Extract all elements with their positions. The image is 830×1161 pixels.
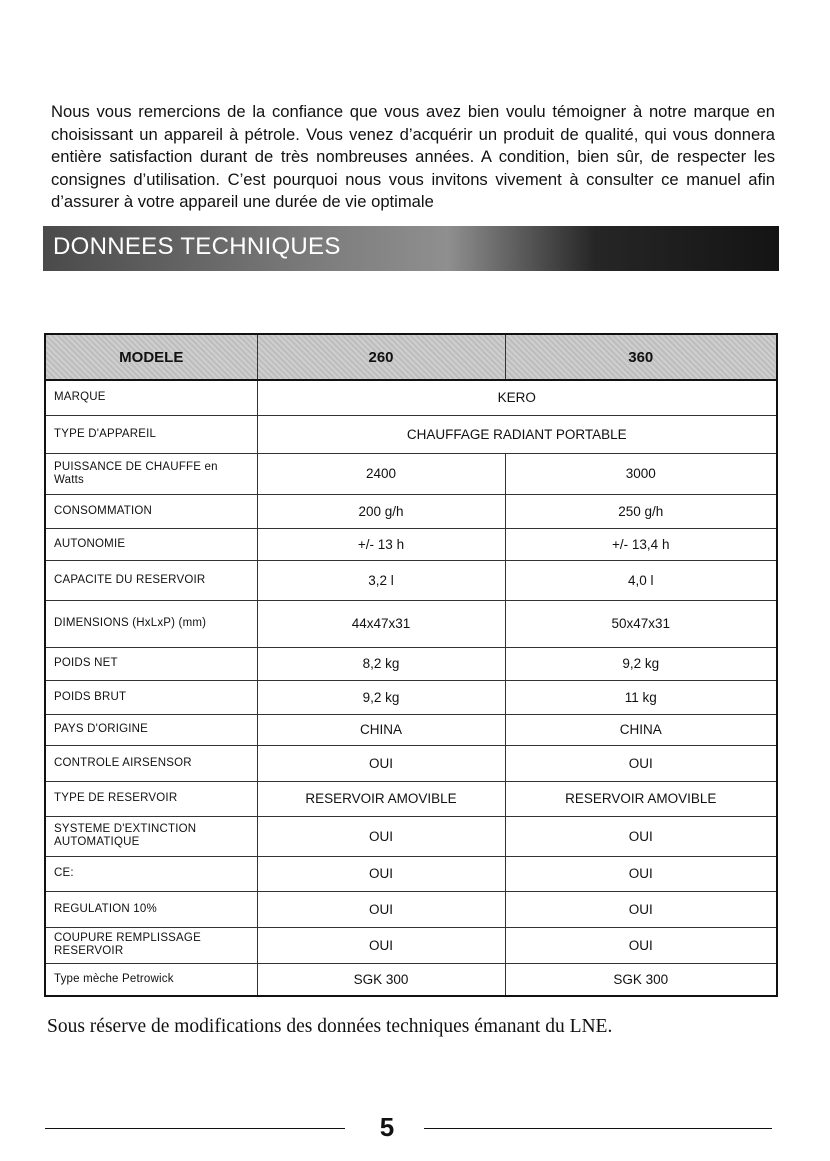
page-number: 5	[379, 1112, 395, 1142]
row-label: SYSTEME D'EXTINCTION AUTOMATIQUE	[45, 816, 257, 856]
table-row	[45, 494, 777, 528]
row-label: DIMENSIONS (HxLxP) (mm)	[45, 600, 257, 647]
row-value-260: +/- 13 h	[257, 528, 505, 560]
row-value-360: OUI	[505, 745, 777, 781]
row-label: MARQUE	[45, 380, 257, 415]
table-header-row	[45, 334, 777, 380]
row-value-260: 9,2 kg	[257, 680, 505, 714]
row-value-360: 11 kg	[505, 680, 777, 714]
header-model: MODELE	[45, 334, 257, 380]
row-label: CONTROLE AIRSENSOR	[45, 745, 257, 781]
table-row	[45, 745, 777, 781]
specs-table	[44, 333, 778, 997]
row-value-260: 200 g/h	[257, 494, 505, 528]
table-row	[45, 600, 777, 647]
row-value-260: 3,2 l	[257, 560, 505, 600]
header-model-360: 360	[505, 334, 777, 380]
row-value-360: +/- 13,4 h	[505, 528, 777, 560]
row-label: CE:	[45, 856, 257, 891]
row-label: COUPURE REMPLISSAGE RESERVOIR	[45, 927, 257, 963]
row-label: TYPE DE RESERVOIR	[45, 781, 257, 816]
row-value-260: SGK 300	[257, 963, 505, 996]
row-value-360: CHINA	[505, 714, 777, 745]
footer-rule-left	[45, 1128, 345, 1129]
section-title: DONNEES TECHNIQUES	[53, 233, 341, 260]
row-value-260: OUI	[257, 927, 505, 963]
footnote: Sous réserve de modifications des données techniques émanant du LNE.	[47, 1016, 613, 1037]
table-row	[45, 380, 777, 415]
row-value-260: RESERVOIR AMOVIBLE	[257, 781, 505, 816]
table-row	[45, 781, 777, 816]
row-label: CAPACITE DU RESERVOIR	[45, 560, 257, 600]
row-value-260: OUI	[257, 856, 505, 891]
row-value-360: 50x47x31	[505, 600, 777, 647]
intro-paragraph: Nous vous remercions de la confiance que vous avez bien voulu témoigner à notre marque en choisissant un appareil à pétrole. Vous venez d’acquérir un produit de qualité, qui vous donnera entière satisfaction durant de très nombreuses années. A condition, bien sûr, de respecter les consignes d’utilisation. C’est pourquoi nous vous invitons vivement à consulter ce manuel afin d’assurer à votre appareil une durée de vie optimale	[51, 102, 775, 211]
row-value-360: 4,0 l	[505, 560, 777, 600]
row-value-260: CHINA	[257, 714, 505, 745]
table-row	[45, 680, 777, 714]
row-label: AUTONOMIE	[45, 528, 257, 560]
table-row	[45, 927, 777, 963]
table-row	[45, 647, 777, 680]
row-value-360: 250 g/h	[505, 494, 777, 528]
table-row	[45, 415, 777, 453]
row-label: PAYS D'ORIGINE	[45, 714, 257, 745]
table-row	[45, 891, 777, 927]
row-value-360: OUI	[505, 856, 777, 891]
row-value-360: SGK 300	[505, 963, 777, 996]
row-value-360: OUI	[505, 891, 777, 927]
row-value-260: 2400	[257, 453, 505, 494]
table-row	[45, 560, 777, 600]
table-row	[45, 528, 777, 560]
table-row	[45, 816, 777, 856]
row-label: Type mèche Petrowick	[45, 963, 257, 996]
row-value-360: 9,2 kg	[505, 647, 777, 680]
row-value-360: OUI	[505, 927, 777, 963]
row-value-360: OUI	[505, 816, 777, 856]
row-label: CONSOMMATION	[45, 494, 257, 528]
row-value-260: OUI	[257, 891, 505, 927]
row-value-360: RESERVOIR AMOVIBLE	[505, 781, 777, 816]
row-value-260: OUI	[257, 816, 505, 856]
table-row	[45, 714, 777, 745]
row-value-260: OUI	[257, 745, 505, 781]
row-value-360: 3000	[505, 453, 777, 494]
row-label: POIDS NET	[45, 647, 257, 680]
row-label: POIDS BRUT	[45, 680, 257, 714]
row-value-260: 8,2 kg	[257, 647, 505, 680]
table-row	[45, 453, 777, 494]
row-value: KERO	[257, 380, 777, 415]
row-value: CHAUFFAGE RADIANT PORTABLE	[257, 415, 777, 453]
row-label: REGULATION 10%	[45, 891, 257, 927]
footer-rule-right	[424, 1128, 772, 1129]
row-value-260: 44x47x31	[257, 600, 505, 647]
table-row	[45, 963, 777, 996]
row-label: PUISSANCE DE CHAUFFE en Watts	[45, 453, 257, 494]
section-banner	[43, 226, 779, 271]
table-row	[45, 856, 777, 891]
header-model-260: 260	[257, 334, 505, 380]
row-label: TYPE D'APPAREIL	[45, 415, 257, 453]
